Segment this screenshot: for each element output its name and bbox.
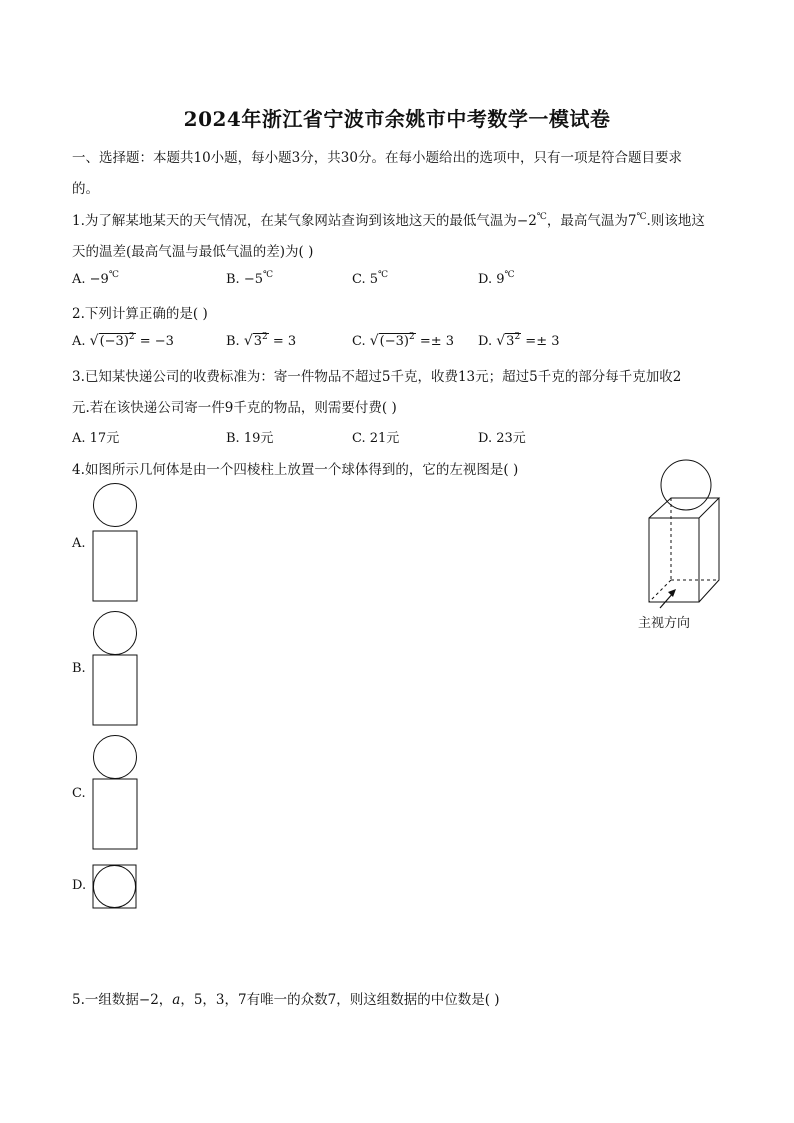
arrow-head-icon <box>668 589 676 597</box>
q2-option-a: A. $√(-3)^2 = -3$ <box>72 332 174 349</box>
q4-option-b-figure <box>92 611 138 727</box>
sqrt-symbol: √ <box>243 333 253 349</box>
q3-option-b: B. 19元 <box>226 431 274 446</box>
figure-caption: 主视方向 <box>638 616 691 631</box>
q3-option-d: D. 23元 <box>478 431 526 446</box>
sphere-circle <box>94 612 137 655</box>
q4-option-b-label: B. <box>72 661 86 676</box>
q2-option-d: D. $√3^2 =\pm 3$ <box>478 332 560 349</box>
q1-stem-part-b: ，最高气温为7 <box>546 213 637 229</box>
q4-option-c-label: C. <box>72 786 86 801</box>
q1-option-b: B. −5℃ <box>226 270 274 287</box>
prism-rectangle <box>93 779 137 849</box>
q4-option-d-label: D. <box>72 878 87 893</box>
section-instructions-line1: 一、选择题：本题共10小题，每小题3分，共30分。在每小题给出的选项中，只有一项是符合题目要求 <box>72 150 682 166</box>
page-title: 2024年浙江省宁波市余姚市中考数学一模试卷 <box>183 107 611 131</box>
prism-right-face <box>699 498 719 602</box>
q1-option-a: A. −9℃ <box>72 270 119 287</box>
prism-top-face <box>649 498 719 518</box>
unit-celsius: ℃ <box>636 212 647 222</box>
sphere-circle <box>94 484 137 527</box>
sphere-circle <box>94 866 136 908</box>
prism-rectangle <box>93 655 137 725</box>
sphere-circle <box>661 460 711 510</box>
q4-stem: 4.如图所示几何体是由一个四棱柱上放置一个球体得到的，它的左视图是( ) <box>72 462 519 478</box>
q4-option-a-label: A. <box>72 536 86 551</box>
q2-option-b: B. $√3^2 = 3$ <box>226 332 297 349</box>
prism-rectangle <box>93 531 137 601</box>
q2-option-c: C. $√(-3)^2 =\pm 3$ <box>352 332 455 349</box>
sqrt-symbol: √ <box>89 333 99 349</box>
variable-a: a <box>172 992 181 1008</box>
q4-option-c-figure <box>92 735 138 851</box>
q4-reference-solid-figure <box>640 458 730 608</box>
prism-front-face <box>649 518 699 602</box>
sqrt-symbol: √ <box>369 333 379 349</box>
q3-option-c: C. 21元 <box>352 431 400 446</box>
q4-option-d-figure <box>92 864 138 910</box>
q2-stem: 2.下列计算正确的是( ) <box>72 306 208 322</box>
sqrt-symbol: √ <box>496 333 506 349</box>
q1-stem-line1 <box>72 209 705 229</box>
sphere-circle <box>94 736 137 779</box>
q3-stem-line1: 3.已知某快递公司的收费标准为：寄一件物品不超过5千克，收费13元；超过5千克的部分每千克加收2 <box>72 369 682 385</box>
q1-stem-part-a: 1.为了解某地某天的天气情况，在某气象网站查询到该地这天的最低气温为−2 <box>72 213 537 229</box>
q4-option-a-figure <box>92 483 138 603</box>
section-instructions-line2: 的。 <box>72 181 99 197</box>
q1-stem-part-c: .则该地这 <box>646 213 705 229</box>
q3-stem-line2: 元.若在该快递公司寄一件9千克的物品，则需要付费( ) <box>72 400 397 416</box>
q1-option-d: D. 9℃ <box>478 270 515 287</box>
q1-option-c: C. 5℃ <box>352 270 389 287</box>
q5-stem: 5.一组数据−2，a，5，3，7有唯一的众数7，则这组数据的中位数是( ) <box>72 992 500 1008</box>
q3-option-a: A. 17元 <box>72 431 120 446</box>
unit-celsius: ℃ <box>536 212 547 222</box>
q1-stem-line2: 天的温差(最高气温与最低气温的差)为( ) <box>72 244 314 260</box>
